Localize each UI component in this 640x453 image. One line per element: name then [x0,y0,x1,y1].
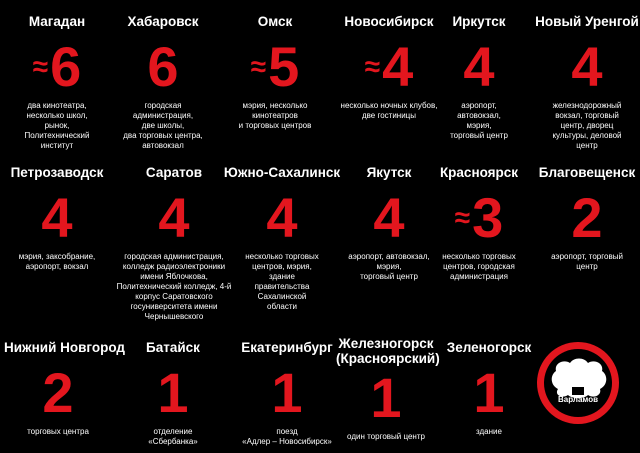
count-value [336,366,436,429]
count-value [110,186,238,249]
approx-sign: ≈ [454,202,471,233]
city-card [534,14,640,151]
city-name: Магадан [28,14,86,29]
city-card [426,14,532,141]
count-value [4,35,110,98]
count-number: 4 [266,186,298,249]
count-number: 1 [370,366,402,429]
city-name: Железногорск (Красноярский) [336,336,440,366]
count-number: 2 [571,186,603,249]
approx-sign: ≈ [32,51,49,82]
city-name: Красноярск [439,165,519,180]
city-name: Иркутск [452,14,506,29]
city-name: Омск [257,14,293,29]
city-description: один торговый центр [347,432,425,441]
city-description: аэропорт, торговый центр [551,252,623,271]
count-value [120,361,226,424]
city-description: торговых центра [27,427,89,436]
count-value [4,361,112,424]
count-number: 4 [571,35,603,98]
count-number: 6 [50,35,82,98]
city-description: аэропорт, автовокзал, мэрия, торговый центр [450,101,508,140]
city-name: Нижний Новгород [4,340,125,355]
city-description: мэрия, несколько кинотеатров и торговых центров [238,101,312,130]
city-card [436,340,542,437]
city-card [426,165,532,282]
count-value [534,186,640,249]
city-card [534,165,640,272]
count-number: 4 [463,35,495,98]
city-card [120,340,226,447]
city-name: Южно-Сахалинск [223,165,341,180]
city-name: Якутск [366,165,412,180]
count-number: 3 [472,186,504,249]
count-number: 4 [158,186,190,249]
city-card [4,165,110,272]
count-number: 1 [473,361,505,424]
city-description: два кинотеатра, несколько школ, рынок, Политехнический институт [24,101,90,150]
count-value [222,35,328,98]
count-value [426,35,532,98]
approx-sign: ≈ [364,51,381,82]
city-card [222,165,342,312]
city-name: Саратов [145,165,203,180]
count-number: 4 [373,186,405,249]
count-number: 1 [157,361,189,424]
count-value [110,35,216,98]
count-number: 2 [42,361,74,424]
city-description: поезд «Адлер – Новосибирск» [242,427,332,446]
count-value [234,361,340,424]
logo-text: Варламов [557,395,599,404]
count-value [426,186,532,249]
city-description: аэропорт, автовокзал, мэрия, торговый центр [348,252,430,281]
count-number: 1 [271,361,303,424]
count-value [222,186,342,249]
varlamov-logo [537,342,619,424]
city-description: железнодорожный вокзал, торговый центр, дворец культуры, деловой центр [552,101,622,150]
city-name: Благовещенск [538,165,636,180]
count-value [534,35,640,98]
city-name: Петрозаводск [10,165,104,180]
city-description: городская администрация, колледж радиоэлектроники имени Яблочкова, Политехнический колледж, 4-й корпус Саратовского госуниверситета имени Чернышевского [116,252,232,321]
count-value [436,361,542,424]
count-value [4,186,110,249]
approx-sign: ≈ [250,51,267,82]
city-name: Новосибирск [344,14,434,29]
count-number: 4 [41,186,73,249]
count-number: 6 [147,35,179,98]
city-name: Новый Уренгой [535,14,639,29]
city-card [222,14,328,131]
city-card [4,14,110,151]
count-number: 4 [382,35,414,98]
city-description: городская администрация, две школы, два торговых центра, автовокзал [123,101,203,150]
city-description: несколько торговых центров, городская администрация [442,252,516,281]
city-name: Батайск [146,340,200,355]
city-card [234,340,340,447]
city-card [110,14,216,151]
city-card [110,165,238,322]
city-name: Зеленогорск [446,340,532,355]
city-description: несколько торговых центров, мэрия, здание правительства Сахалинской области [245,252,319,311]
city-description: здание [476,427,502,436]
city-name: Хабаровск [127,14,199,29]
city-name: Екатеринбург [241,340,333,355]
city-description: отделение «Сбербанка» [148,427,198,446]
city-description: мэрия, заксобрание, аэропорт, вокзал [18,252,96,271]
city-description: несколько ночных клубов, две гостиницы [340,101,438,120]
count-number: 5 [268,35,300,98]
city-card [336,336,440,442]
city-card [4,340,125,437]
